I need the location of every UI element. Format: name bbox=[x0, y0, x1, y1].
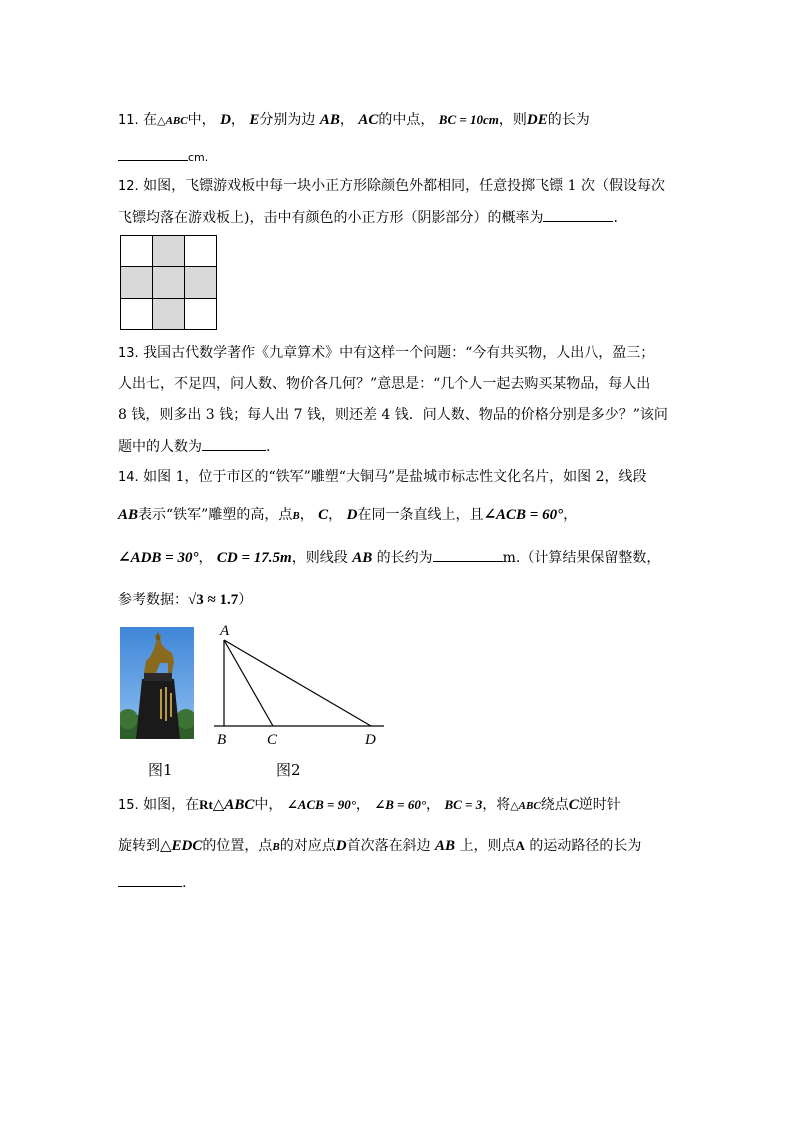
q13-line3 bbox=[118, 405, 668, 425]
q15-line3 bbox=[118, 872, 186, 893]
math-d: D bbox=[335, 838, 347, 854]
white-square bbox=[120, 235, 153, 267]
math-a: A bbox=[515, 838, 525, 853]
math-ab: AB bbox=[352, 550, 373, 566]
q14-text: ， bbox=[198, 550, 213, 566]
white-square bbox=[120, 298, 153, 330]
math-c: C bbox=[568, 797, 579, 813]
q11-text: 分别为边 bbox=[259, 112, 316, 128]
q14-line4 bbox=[118, 590, 252, 610]
figure2-caption: 图2 bbox=[276, 761, 301, 779]
q14-text: 表示“铁军”雕塑的高，点 bbox=[138, 507, 293, 523]
q15-text: 上，则点 bbox=[459, 838, 516, 854]
q15-text: ， bbox=[355, 797, 370, 813]
q13-number: 13. bbox=[118, 346, 139, 361]
q13-text: . bbox=[266, 439, 271, 455]
q12-line1 bbox=[118, 176, 665, 197]
q15-text: 绕点 bbox=[540, 797, 569, 813]
math-angle-acb: ∠ACB = 60° bbox=[483, 507, 564, 523]
q12-number: 12. bbox=[118, 179, 139, 194]
shaded-square bbox=[152, 298, 185, 330]
math-bc-eq: BC = 10cm bbox=[438, 112, 499, 127]
q11-number: 11. bbox=[118, 113, 139, 128]
math-b: B bbox=[272, 841, 280, 853]
q14-line3 bbox=[118, 547, 660, 568]
math-de: DE bbox=[526, 112, 548, 128]
q14-text: ） bbox=[238, 592, 253, 608]
q11-text: 中， bbox=[187, 112, 216, 128]
q14-line1 bbox=[118, 467, 646, 488]
answer-blank[interactable] bbox=[202, 436, 266, 451]
math-rt: Rt bbox=[199, 797, 213, 812]
dart-board-grid bbox=[120, 235, 216, 329]
q15-text: 的运动路径的长为 bbox=[529, 838, 642, 854]
q15-text: 旋转到 bbox=[118, 838, 160, 854]
q15-text: 首次落在斜边 bbox=[346, 838, 431, 854]
q11-text: ，则 bbox=[498, 112, 527, 128]
q12-text: 飞镖均落在游戏板上)，击中有颜色的小正方形（阴影部分）的概率为 bbox=[118, 210, 544, 226]
segment-ad bbox=[224, 640, 371, 726]
label-a: A bbox=[220, 623, 230, 639]
q11-line2 bbox=[118, 146, 208, 168]
q14-text: ，则线段 bbox=[291, 550, 348, 566]
q11-text: 在 bbox=[143, 112, 158, 128]
shaded-square bbox=[152, 266, 185, 298]
q13-text: 人出七，不足四，问人数、物价各几何？”意思是：“几个人一起去购买某物品，每人出 bbox=[118, 376, 651, 392]
math-angle-acb: ∠ACB = 90° bbox=[286, 797, 356, 812]
math-ab: AB bbox=[435, 838, 456, 854]
q15-text: 如图，在 bbox=[143, 797, 200, 813]
q15-text: 中， bbox=[254, 797, 283, 813]
segment-ac bbox=[224, 640, 273, 726]
q14-text: 如图 1，位于市区的“铁军”雕塑“大铜马”是盐城市标志性文化名片，如图 2，线段 bbox=[143, 469, 647, 485]
q13-text: 我国古代数学著作《九章算术》中有这样一个问题：“今有共买物，人出八，盈三； bbox=[143, 345, 655, 361]
label-c: C bbox=[267, 732, 278, 748]
q11-line1 bbox=[118, 110, 590, 131]
sculpture-photo bbox=[120, 627, 194, 739]
q15-number: 15. bbox=[118, 798, 139, 813]
math-ab: AB bbox=[319, 112, 340, 128]
q15-text: ，将 bbox=[482, 797, 511, 813]
answer-blank[interactable] bbox=[433, 547, 503, 562]
math-angle-b: ∠B = 60° bbox=[374, 797, 427, 812]
math-c: C bbox=[318, 507, 329, 523]
q14-text: ， bbox=[563, 507, 578, 523]
answer-blank[interactable] bbox=[118, 146, 188, 161]
q13-line2 bbox=[118, 374, 650, 394]
math-ab: AB bbox=[118, 507, 139, 523]
q12-line2 bbox=[118, 207, 618, 228]
q11-text: 的中点， bbox=[378, 112, 435, 128]
q13-line4 bbox=[118, 436, 270, 457]
math-triangle-edc: △EDC bbox=[160, 838, 203, 854]
math-d: D bbox=[346, 507, 358, 523]
white-square bbox=[184, 298, 217, 330]
answer-blank[interactable] bbox=[118, 872, 182, 887]
q14-text: ， bbox=[299, 507, 314, 523]
q14-text: ， bbox=[328, 507, 343, 523]
math-triangle-abc: △ABC bbox=[212, 797, 255, 813]
q11-text: 的长为 bbox=[547, 112, 590, 128]
label-d: D bbox=[365, 732, 376, 748]
answer-blank[interactable] bbox=[543, 207, 613, 222]
q15-line1 bbox=[118, 795, 621, 816]
q15-text: ， bbox=[426, 797, 441, 813]
q15-text: . bbox=[182, 875, 187, 891]
q15-text: 的对应点 bbox=[279, 838, 336, 854]
q11-text: ， bbox=[230, 112, 245, 128]
q14-number: 14. bbox=[118, 470, 139, 485]
math-sqrt3-approx: √3 ≈ 1.7 bbox=[188, 592, 239, 608]
q14-line2 bbox=[118, 505, 577, 526]
shaded-square bbox=[120, 266, 153, 298]
math-d: D bbox=[220, 112, 231, 128]
math-ac: AC bbox=[358, 112, 379, 128]
q13-text: 题中的人数为 bbox=[118, 439, 202, 455]
white-square bbox=[184, 235, 217, 267]
q15-text: 逆时针 bbox=[578, 797, 621, 813]
math-b: B bbox=[292, 510, 300, 522]
math-angle-adb: ∠ADB = 30° bbox=[118, 550, 199, 566]
q14-text: 的长约为 bbox=[376, 550, 433, 566]
q13-text: 8 钱，则多出 3 钱；每人出 7 钱，则还差 4 钱．问人数、物品的价格分别是多少？”该问 bbox=[118, 407, 668, 423]
sculpture-image bbox=[120, 627, 194, 739]
q14-text: 在同一条直线上，且 bbox=[357, 507, 484, 523]
math-triangle-abc: △ABC bbox=[157, 115, 188, 127]
q11-unit: cm. bbox=[188, 151, 209, 164]
q13-line1 bbox=[118, 343, 654, 364]
q15-text: 的位置，点 bbox=[202, 838, 273, 854]
math-cd: CD = 17.5m bbox=[216, 550, 292, 566]
shaded-square bbox=[184, 266, 217, 298]
q14-text: 参考数据： bbox=[118, 592, 188, 608]
q14-text: m.（计算结果保留整数， bbox=[502, 550, 661, 566]
figure1-caption: 图1 bbox=[148, 761, 173, 779]
math-bc: BC = 3 bbox=[444, 797, 483, 812]
math-triangle-abc: △ABC bbox=[510, 800, 541, 812]
q15-line2 bbox=[118, 836, 641, 857]
math-e: E bbox=[249, 112, 260, 128]
triangle-diagram bbox=[210, 618, 390, 756]
shaded-square bbox=[152, 235, 185, 267]
q12-text: . bbox=[613, 210, 618, 226]
q11-text: ， bbox=[339, 112, 354, 128]
label-b: B bbox=[217, 732, 227, 748]
q12-text: 如图，飞镖游戏板中每一块小正方形除颜色外都相同，任意投掷飞镖 1 次（假设每次 bbox=[143, 178, 665, 194]
